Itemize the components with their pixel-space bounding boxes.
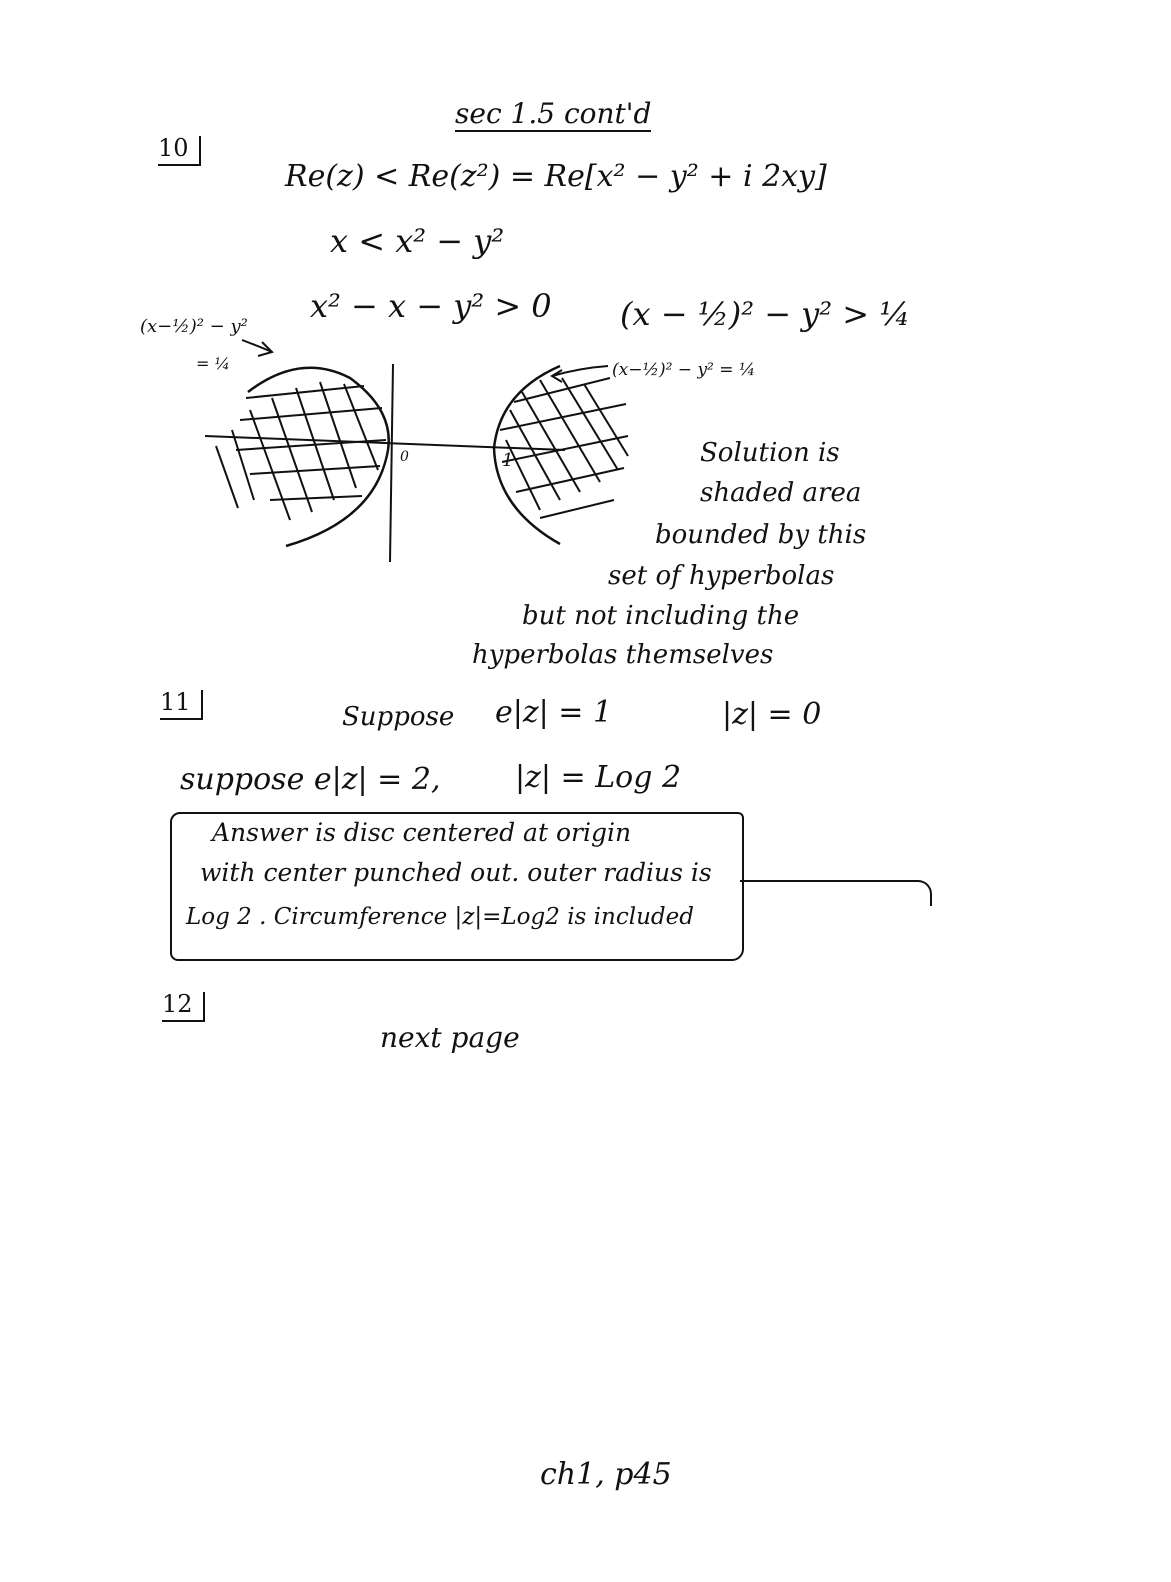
hyperbola-label-left-value: = ¼ <box>196 354 230 373</box>
p11-line-1-eq: e|z| = 1 <box>495 695 613 730</box>
note-line-5: but not including the <box>522 601 800 631</box>
hyperbola-label-left: (x−½)² − y² <box>140 316 248 337</box>
note-line-6: hyperbolas themselves <box>472 640 774 670</box>
arrow-left-icon <box>242 340 272 356</box>
note-line-1: Solution is <box>700 438 840 468</box>
page-reference: ch1, p45 <box>540 1457 672 1492</box>
problem-number-10: 10 <box>158 136 201 166</box>
note-line-4: set of hyperbolas <box>608 561 835 591</box>
note-line-3: bounded by this <box>655 520 867 550</box>
equation-line-3: x² − x − y² > 0 <box>310 287 552 325</box>
equation-line-2: x < x² − y² <box>330 222 505 260</box>
next-page-note: next page <box>380 1021 520 1054</box>
page-title: sec 1.5 cont'd <box>455 97 652 130</box>
problem-number-11: 11 <box>160 690 203 720</box>
y-axis <box>390 364 393 562</box>
p11-line-2-right: |z| = Log 2 <box>515 760 682 795</box>
equation-line-1: Re(z) < Re(z²) = Re[x² − y² + i 2xy] <box>285 159 827 194</box>
p11-line-1-right: |z| = 0 <box>722 697 822 732</box>
answer-box-extension <box>740 880 932 906</box>
p11-line-2-left: suppose e|z| = 2, <box>180 762 441 797</box>
problem-number-12: 12 <box>162 992 205 1022</box>
axis-origin-label: 0 <box>400 449 409 465</box>
left-hatching <box>216 382 386 520</box>
answer-line-2: with center punched out. outer radius is <box>200 858 712 887</box>
hyperbola-label-right: (x−½)² − y² = ¼ <box>612 360 756 380</box>
answer-line-1: Answer is disc centered at origin <box>212 818 632 847</box>
note-line-2: shaded area <box>700 478 862 508</box>
axis-one-label: 1 <box>502 450 514 471</box>
p11-line-1-left: Suppose <box>342 702 455 732</box>
answer-line-3: Log 2 . Circumference |z|=Log2 is included <box>186 904 694 930</box>
equation-line-3-right: (x − ½)² − y² > ¼ <box>620 295 911 333</box>
